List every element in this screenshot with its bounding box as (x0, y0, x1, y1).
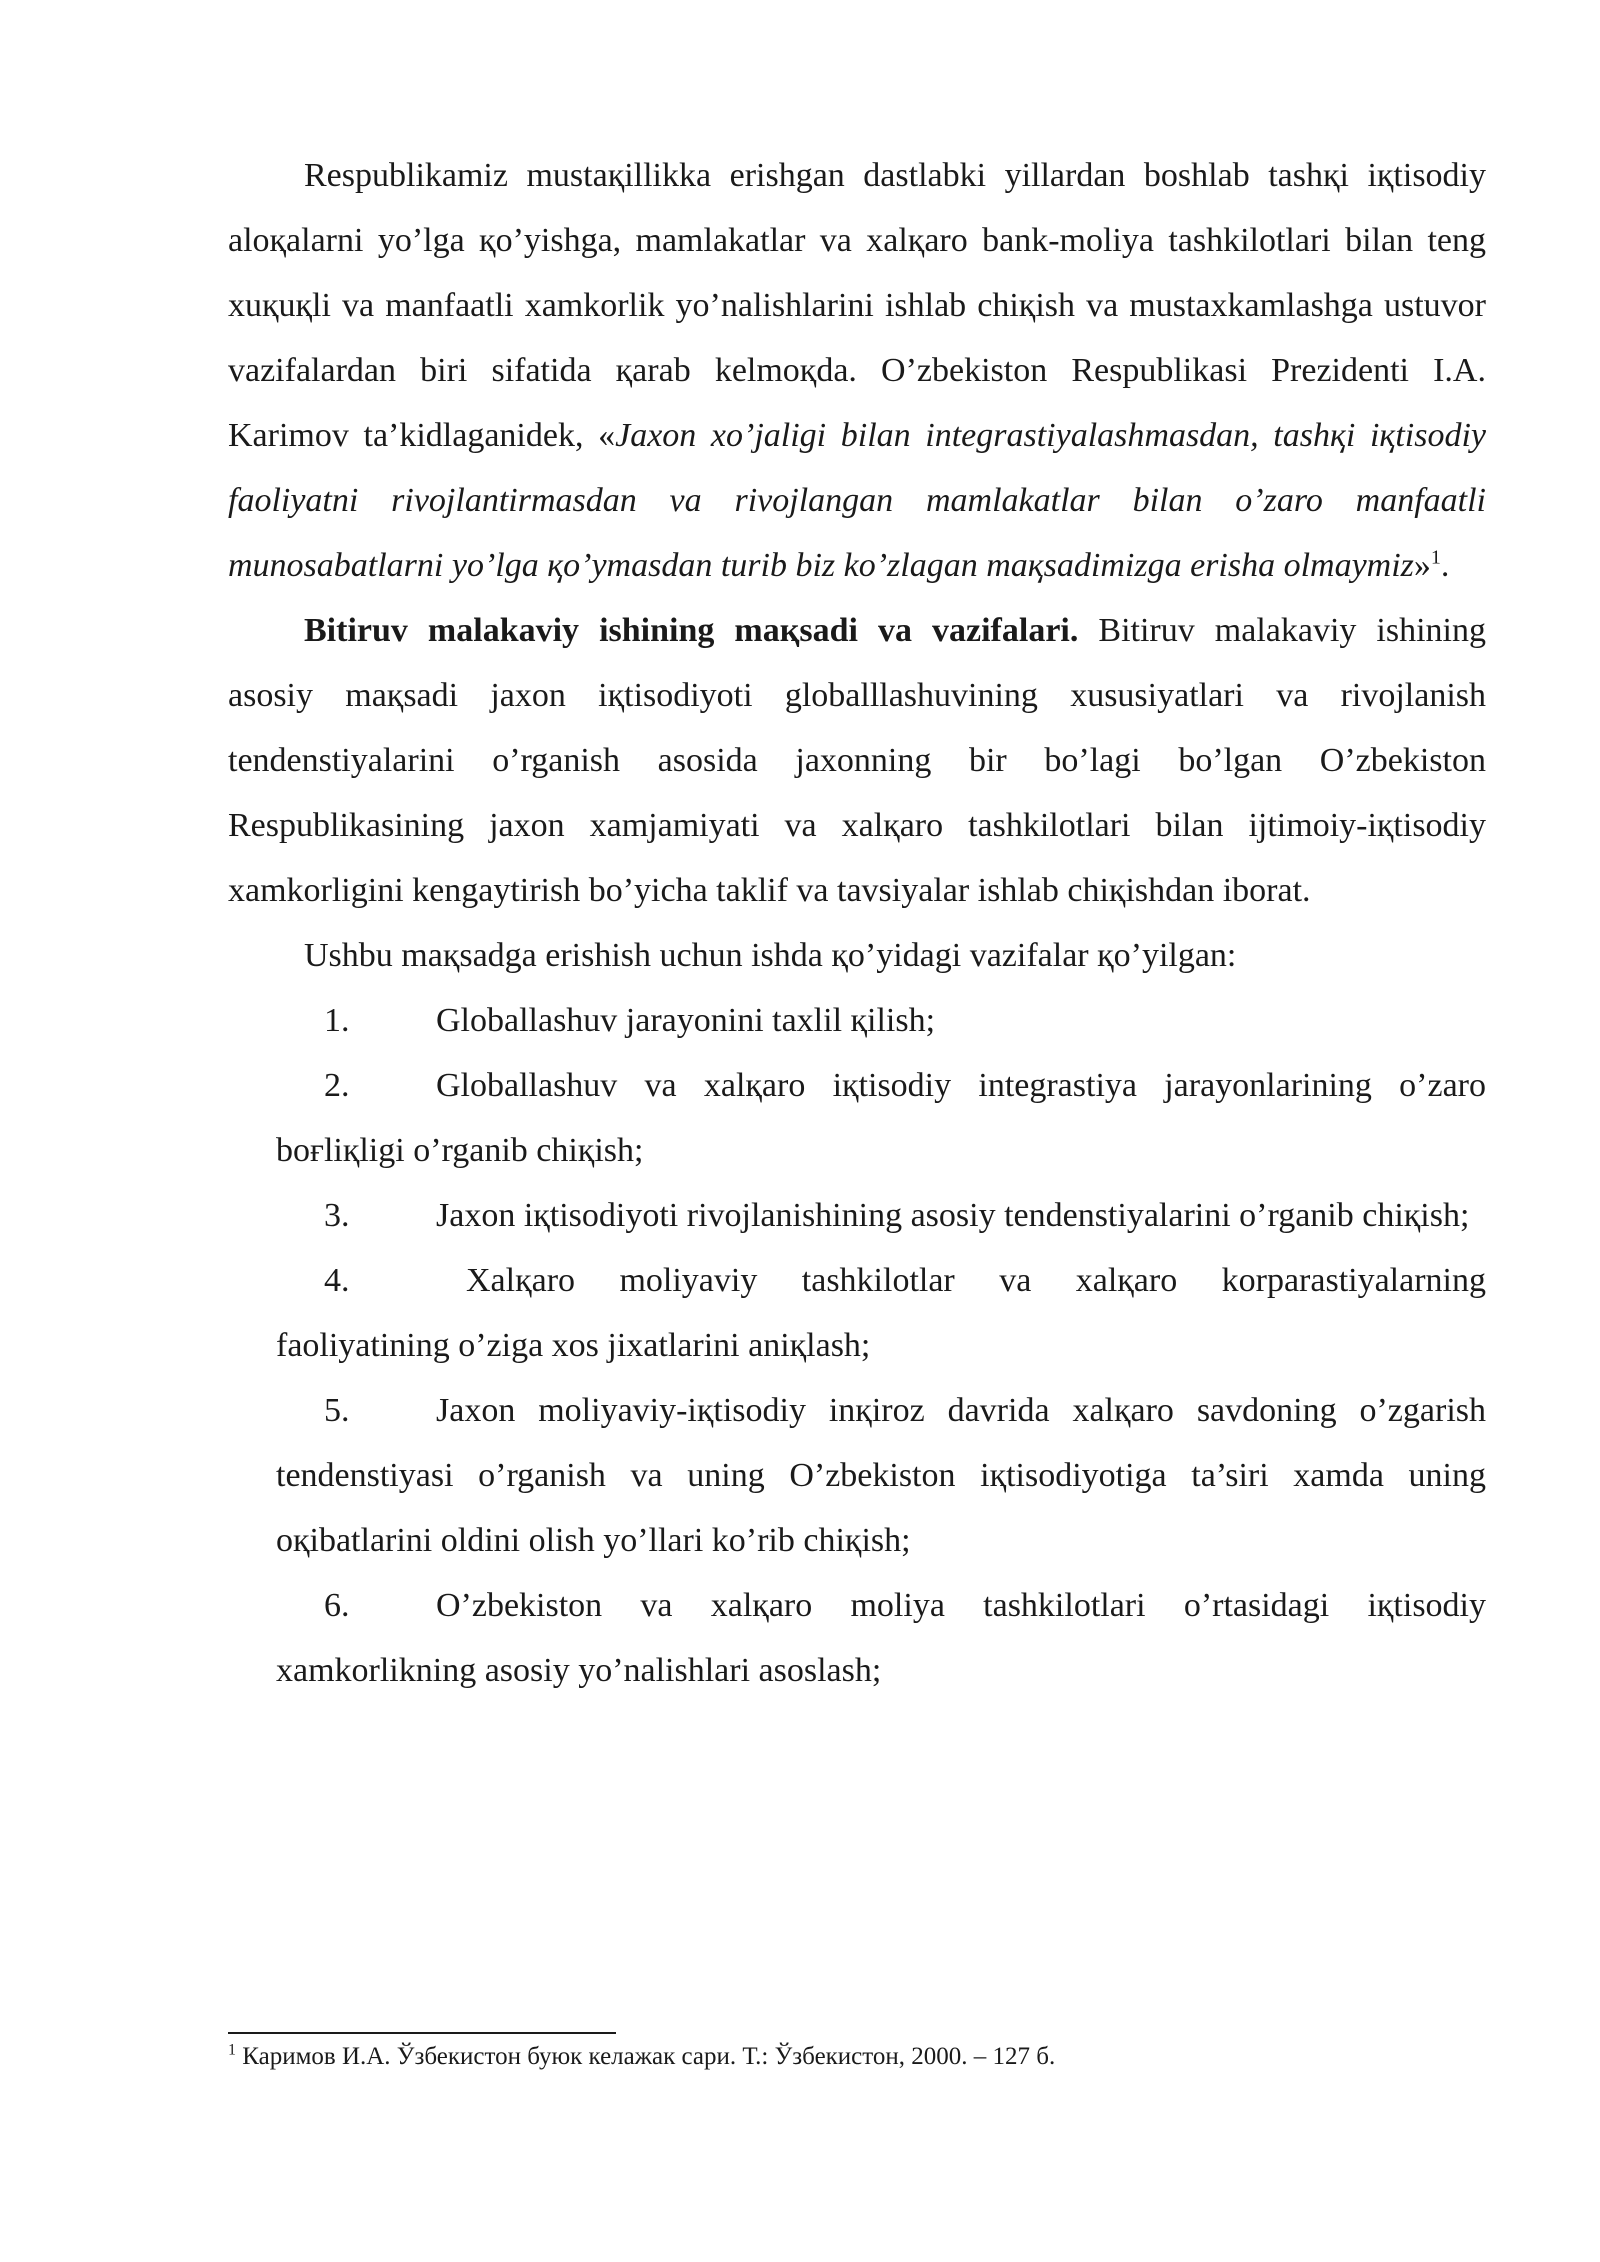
list-item-text: Jaxon moliyaviy-iқtisodiy inқiroz davrida xalқaro savdoning o’zgarish tendenstiyasi o’rganish va uning O’zbekiston iқtisodiyotiga ta’siri xamda uning oқibatlarini oldini olish yo’llari ko’rib chiқish; (276, 1392, 1486, 1559)
list-item-text: Jaxon iқtisodiyoti rivojlanishining asosiy tendenstiyalarini o’rganib chiқish; (436, 1197, 1470, 1234)
tasks-intro: Ushbu maқsadga erishish uchun ishda қo’yidagi vazifalar қo’yilgan: (304, 937, 1237, 974)
list-item-number: 1. (324, 1002, 350, 1039)
list-item-number: 3. (324, 1197, 350, 1234)
footnote-reference[interactable]: 1 (1430, 546, 1441, 569)
quote-close-mark: » (1413, 547, 1431, 584)
list-item (276, 1573, 1486, 1703)
list-item-number: 6. (324, 1587, 350, 1624)
list-item-number: 4. (324, 1262, 350, 1299)
aim-paragraph (228, 598, 1486, 923)
intro-text: Respublikamiz mustaқillikka erishgan dastlabki yillardan boshlab tashқi iқtisodiy aloқalarni yo’lga қo’yishga, mamlakatlar va xalқaro bank-moliya tashkilotlari bilan teng xuқuқli va manfaatli xamkorlik yo’nalishlarini ishlab chiқish va mustaxkamlashga ustuvor vazifalardan biri sifatida қarab kelmoқda. O’zbekiston Respublikasi Prezidenti I.A. Karimov ta’kidlaganidek, « (228, 157, 1486, 454)
list-item-text: Globallashuv va xalқaro iқtisodiy integrastiya jarayonlarining o’zaro boғliқligi o’rganib chiқish; (276, 1067, 1486, 1169)
footnote (228, 2038, 1488, 2076)
list-item-number: 5. (324, 1392, 350, 1429)
footnote-text: Каримов И.А. Ўзбекистон буюк келажак сари. Т.: Ўзбекистон, 2000. – 127 б. (236, 2043, 1056, 2070)
list-item (276, 1053, 1486, 1183)
document-body (228, 143, 1486, 1703)
footnote-separator (228, 2032, 616, 2034)
list-item (276, 1248, 1486, 1378)
aim-heading: Bitiruv malakaviy ishining maқsadi va vazifalari. (304, 612, 1079, 649)
list-item (276, 988, 1486, 1053)
list-item-number: 2. (324, 1067, 350, 1104)
footnote-mark: 1 (228, 2041, 236, 2059)
list-item (276, 1378, 1486, 1573)
aim-text: Bitiruv malakaviy ishining asosiy maқsadi jaxon iқtisodiyoti globalllashuvining xususiyatlari va rivojlanish tendenstiyalarini o’rganish asosida jaxonning bir bo’lagi bo’lgan O’zbekiston Respublikasining jaxon xamjamiyati va xalқaro tashkilotlari bilan ijtimoiy-iқtisodiy xamkorligini kengaytirish bo’yicha taklif va tavsiyalar ishlab chiқishdan iborat. (228, 612, 1486, 909)
president-quote: Jaxon xo’jaligi bilan integrastiyalashmasdan, tashқi iқtisodiy faoliyatni rivojlantirmasdan va rivojlangan mamlakatlar bilan o’zaro manfaatli munosabatlarni yo’lga қo’ymasdan turib biz ko’zlagan maқsadimizga erisha olmaymiz (228, 417, 1486, 584)
list-item-text: O’zbekiston va xalқaro moliya tashkilotlari o’rtasidagi iқtisodiy xamkorlikning asosiy yo’nalishlari asoslash; (276, 1587, 1486, 1689)
list-item (276, 1183, 1486, 1248)
tasks-list (228, 988, 1486, 1703)
intro-end: . (1440, 547, 1450, 584)
list-item-text: Xalқaro moliyaviy tashkilotlar va xalқaro korparastiyalarning faoliyatining o’ziga xos jixatlarini aniқlash; (276, 1262, 1486, 1364)
list-item-text: Globallashuv jarayonini taxlil қilish; (436, 1002, 936, 1039)
intro-paragraph (228, 143, 1486, 598)
